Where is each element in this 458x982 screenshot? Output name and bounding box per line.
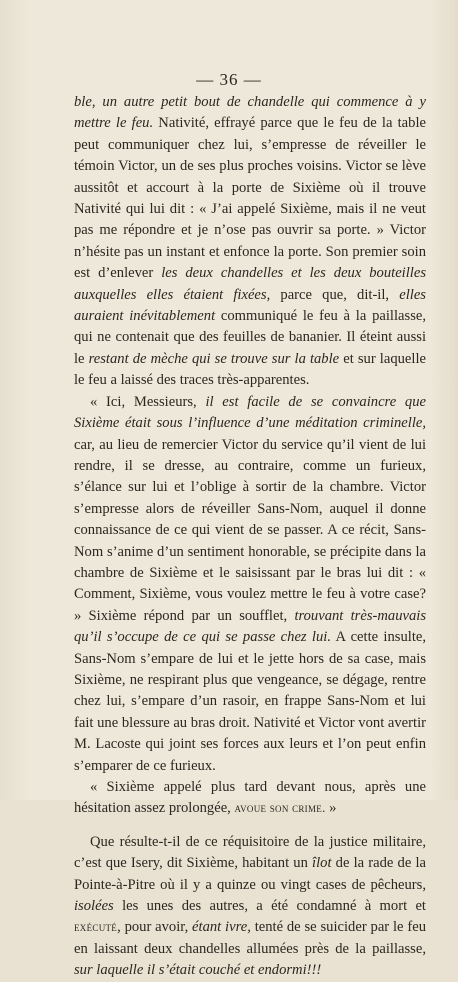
text-segment: ble, un autre petit bout de chandelle qui commence à y mettre le feu. (74, 94, 426, 132)
text-segment: sur laquelle il s’était couché et endormi!!! (74, 962, 322, 979)
text-segment: isolées (74, 898, 114, 915)
page-number: — 36 — (196, 70, 262, 89)
text-segment: étant ivre, (192, 919, 251, 936)
text-segment: parce que, dit-il, (270, 286, 400, 303)
text-segment: , pour avoir, (117, 919, 193, 936)
text-segment: tenté de se suicider par le feu en laissant deux chandelles allumées près de la paillasse, (74, 919, 426, 957)
text-segment: A cette insulte, Sans-Nom s’empare de lui et le jette hors de sa case, mais Sixième, ne respirant plus que vengeance, se dégage, rentre chez lui, s’empare d’un rasoir, en frappe Sans-Nom et lui fait une blessure au bras droit. Nativité et Victor vont avertir M. Lacoste qui joint ses forces aux leurs et l’on peut enfin s’emparer de ce furieux. (74, 629, 426, 774)
text-segment: communiqué le feu à la paillasse, qui ne contenait que des feuilles de bananier. Il éteint aussi le (74, 308, 426, 367)
text-segment: car, au lieu de remercier Victor du service qu’il vient de lui rendre, il se dresse, au contraire, comme un furieux, s’élance sur lui et l’oblige à sortir de la chambre. Victor s’empresse alors de réveiller Sans-Nom, auquel il donne connaissance de ce qui vient de se passer. A ce récit, Sans-Nom s’anime d’un sentiment honorable, se précipite dans la chambre de Sixième et le saisissant par le bras lui dit : « Comment, Sixième, vous voulez mettre le feu à votre case? » Sixième répond par un soufflet, (74, 436, 426, 624)
text-segment: Que résulte-t-il de ce réquisitoire de la justice militaire, c’est que Isery, dit Sixième, habitant un (74, 833, 426, 872)
text-segment: « Ici, Messieurs, (90, 393, 206, 410)
text-segment: Nativité, effrayé parce que le feu de la table peut communiquer chez lui, s’empresse de réveiller le témoin Victor, un de ses plus proches voisins. Victor se lève aussitôt et accourt à la porte de Sixième où il trouve Nativité qui lui dit : « J’ai appelé Sixième, mais il ne veut pas me répondre et je n’ose pas ouvrir sa porte. » Victor n’hésite pas un instant et enfonce la porte. Son premier soin est d’enlever (74, 115, 426, 282)
text-segment: et sur laquelle le feu a laissé des traces très-apparentes. (74, 350, 426, 389)
text-segment: « Sixième appelé plus tard devant nous, après une hésitation assez prolongée, (74, 779, 426, 817)
text-segment: îlot (312, 855, 332, 872)
text-segment: restant de mèche qui se trouve sur la table (88, 350, 340, 367)
text-segment: il est facile de se convaincre que Sixième était sous l’influence d’une méditation criminelle, (74, 393, 426, 432)
text-segment: elles auraient inévitablement (74, 286, 426, 325)
paragraph-2 (74, 392, 426, 777)
text-segment: trouvant très-mauvais qu’il s’occupe de ce qui se passe chez lui. (74, 607, 427, 646)
text-segment: les unes des autres, a été condamné à mort et (113, 898, 426, 915)
paragraph-1 (74, 92, 426, 392)
page-body (74, 92, 426, 982)
text-segment: les deux chandelles et les deux bouteilles auxquelles elles étaient fixées, (74, 265, 426, 303)
text-segment: » (325, 800, 337, 817)
paragraph-4 (74, 832, 426, 982)
text-segment: avoue son crime. (234, 801, 326, 816)
paragraph-3 (74, 777, 426, 820)
text-segment: exécuté (74, 920, 118, 935)
text-segment: de la rade de la Pointe-à-Pitre où il y a quinze ou vingt cases de pêcheurs, (74, 855, 426, 893)
